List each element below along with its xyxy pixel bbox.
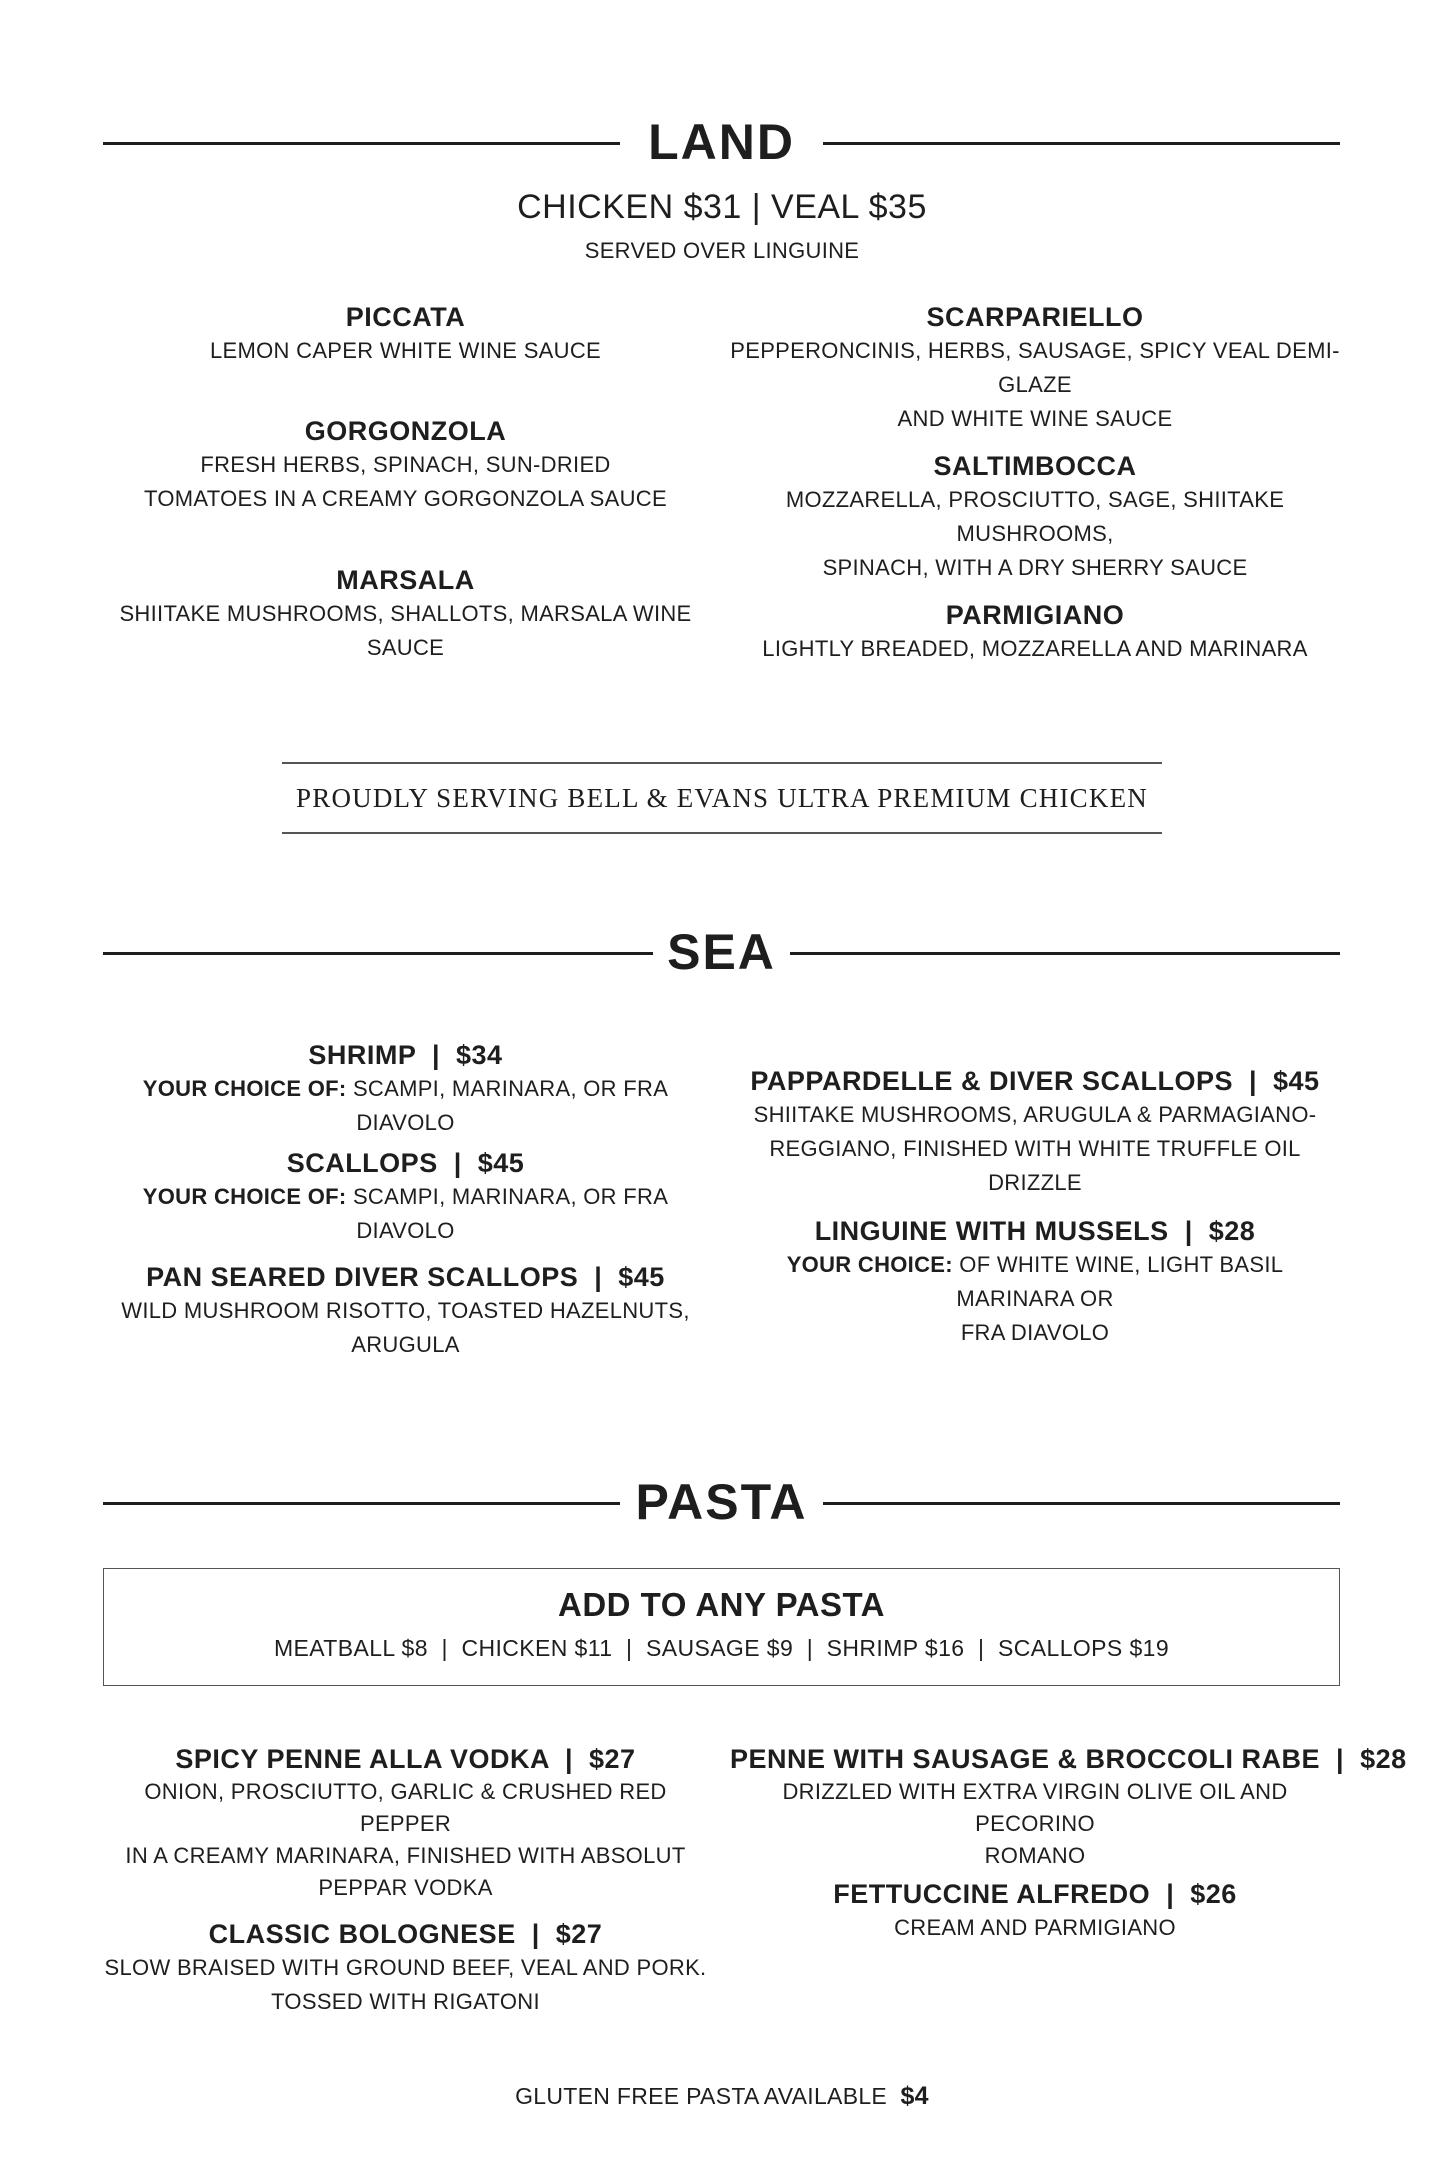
menu-item-spicy-penne-vodka — [103, 1742, 708, 1904]
choice-options: SCAMPI, MARINARA, OR FRA DIAVOLO — [346, 1184, 669, 1243]
menu-item-gorgonzola — [103, 414, 708, 516]
choice-label: YOUR CHOICE OF: — [142, 1076, 347, 1101]
item-description — [730, 1248, 1340, 1350]
menu-item-scallops — [103, 1146, 708, 1248]
menu-item-shrimp — [103, 1038, 708, 1140]
menu-item-scarpariello — [730, 300, 1340, 436]
sea-section-header — [103, 922, 1340, 982]
gluten-free-text: GLUTEN FREE PASTA AVAILABLE — [515, 2083, 888, 2109]
menu-item-classic-bolognese — [103, 1917, 708, 2019]
choice-label: YOUR CHOICE: — [786, 1252, 953, 1277]
item-name: PENNE WITH SAUSAGE & BROCCOLI RABE | $28 — [730, 1744, 1407, 1774]
menu-item-marsala — [103, 563, 708, 665]
pasta-section-header — [103, 1472, 1340, 1532]
item-description — [103, 1180, 708, 1248]
menu-item-parmigiano — [730, 598, 1340, 666]
item-description: LEMON CAPER WHITE WINE SAUCE — [210, 338, 601, 363]
item-description: SHIITAKE MUSHROOMS, SHALLOTS, MARSALA WINE SAUCE — [119, 601, 692, 660]
item-name: SPICY PENNE ALLA VODKA | $27 — [175, 1744, 636, 1774]
section-title-sea: SEA — [667, 924, 776, 980]
item-description: LIGHTLY BREADED, MOZZARELLA AND MARINARA — [762, 636, 1308, 661]
menu-item-penne-sausage-broccoli-rabe — [730, 1742, 1407, 1872]
divider — [823, 142, 1340, 145]
item-description: ONION, PROSCIUTTO, GARLIC & CRUSHED RED PEPPER IN A CREAMY MARINARA, FINISHED WITH ABSOLUT PEPPAR VODKA — [125, 1779, 686, 1900]
item-name: PAPPARDELLE & DIVER SCALLOPS | $45 — [750, 1066, 1320, 1096]
add-to-pasta-box — [103, 1568, 1340, 1686]
item-name: PICCATA — [345, 302, 466, 332]
item-name: MARSALA — [336, 565, 475, 595]
menu-item-piccata — [103, 300, 708, 368]
item-description: WILD MUSHROOM RISOTTO, TOASTED HAZELNUTS, ARUGULA — [121, 1298, 690, 1357]
add-to-pasta-title: ADD TO ANY PASTA — [557, 1586, 886, 1623]
item-name: SCALLOPS | $45 — [286, 1148, 525, 1178]
menu-item-linguine-mussels — [730, 1214, 1340, 1350]
menu-item-saltimbocca — [730, 449, 1340, 585]
choice-label: YOUR CHOICE OF: — [142, 1184, 347, 1209]
choice-options: SCAMPI, MARINARA, OR FRA DIAVOLO — [346, 1076, 669, 1135]
item-description: PEPPERONCINIS, HERBS, SAUSAGE, SPICY VEAL DEMI-GLAZE AND WHITE WINE SAUCE — [730, 338, 1340, 431]
choice-options: OF WHITE WINE, LIGHT BASIL MARINARA OR FRA DIAVOLO — [956, 1252, 1284, 1345]
divider — [823, 1502, 1340, 1505]
gluten-free-price: $4 — [900, 2082, 929, 2110]
item-name: PAN SEARED DIVER SCALLOPS | $45 — [146, 1262, 665, 1292]
chicken-banner: PROUDLY SERVING BELL & EVANS ULTRA PREMIUM CHICKEN — [282, 762, 1162, 834]
item-description: SLOW BRAISED WITH GROUND BEEF, VEAL AND PORK. TOSSED WITH RIGATONI — [104, 1955, 707, 2014]
land-served-note: SERVED OVER LINGUINE — [584, 238, 860, 263]
section-title-land: LAND — [648, 114, 795, 170]
item-name: PARMIGIANO — [945, 600, 1125, 630]
divider — [790, 952, 1340, 955]
item-name: SCARPARIELLO — [926, 302, 1144, 332]
land-prices: CHICKEN $31 | VEAL $35 — [517, 188, 927, 226]
item-description: DRIZZLED WITH EXTRA VIRGIN OLIVE OIL AND PECORINO ROMANO — [782, 1779, 1288, 1868]
item-name: GORGONZOLA — [304, 416, 507, 446]
gluten-free-note — [0, 2082, 1444, 2111]
item-description: FRESH HERBS, SPINACH, SUN-DRIED TOMATOES IN A CREAMY GORGONZOLA SAUCE — [144, 452, 667, 511]
item-name: SHRIMP | $34 — [308, 1040, 503, 1070]
item-name: FETTUCCINE ALFREDO | $26 — [833, 1879, 1237, 1909]
item-name: LINGUINE WITH MUSSELS | $28 — [814, 1216, 1256, 1246]
item-description — [103, 1072, 708, 1140]
land-section-header — [103, 112, 1340, 172]
menu-item-fettuccine-alfredo — [730, 1877, 1340, 1945]
item-description: MOZZARELLA, PROSCIUTTO, SAGE, SHIITAKE MUSHROOMS, SPINACH, WITH A DRY SHERRY SAUCE — [785, 487, 1285, 580]
item-description: CREAM AND PARMIGIANO — [894, 1915, 1176, 1940]
item-description: SHIITAKE MUSHROOMS, ARUGULA & PARMAGIANO- REGGIANO, FINISHED WITH WHITE TRUFFLE OIL DRIZZLE — [753, 1102, 1317, 1195]
menu-item-pan-seared-diver-scallops — [103, 1260, 708, 1362]
menu-item-pappardelle-diver-scallops — [730, 1064, 1340, 1200]
item-name: SALTIMBOCCA — [933, 451, 1137, 481]
section-title-pasta: PASTA — [635, 1474, 808, 1530]
add-to-pasta-options: MEATBALL $8 | CHICKEN $11 | SAUSAGE $9 | SHRIMP $16 | SCALLOPS $19 — [273, 1635, 1170, 1661]
item-name: CLASSIC BOLOGNESE | $27 — [208, 1919, 603, 1949]
